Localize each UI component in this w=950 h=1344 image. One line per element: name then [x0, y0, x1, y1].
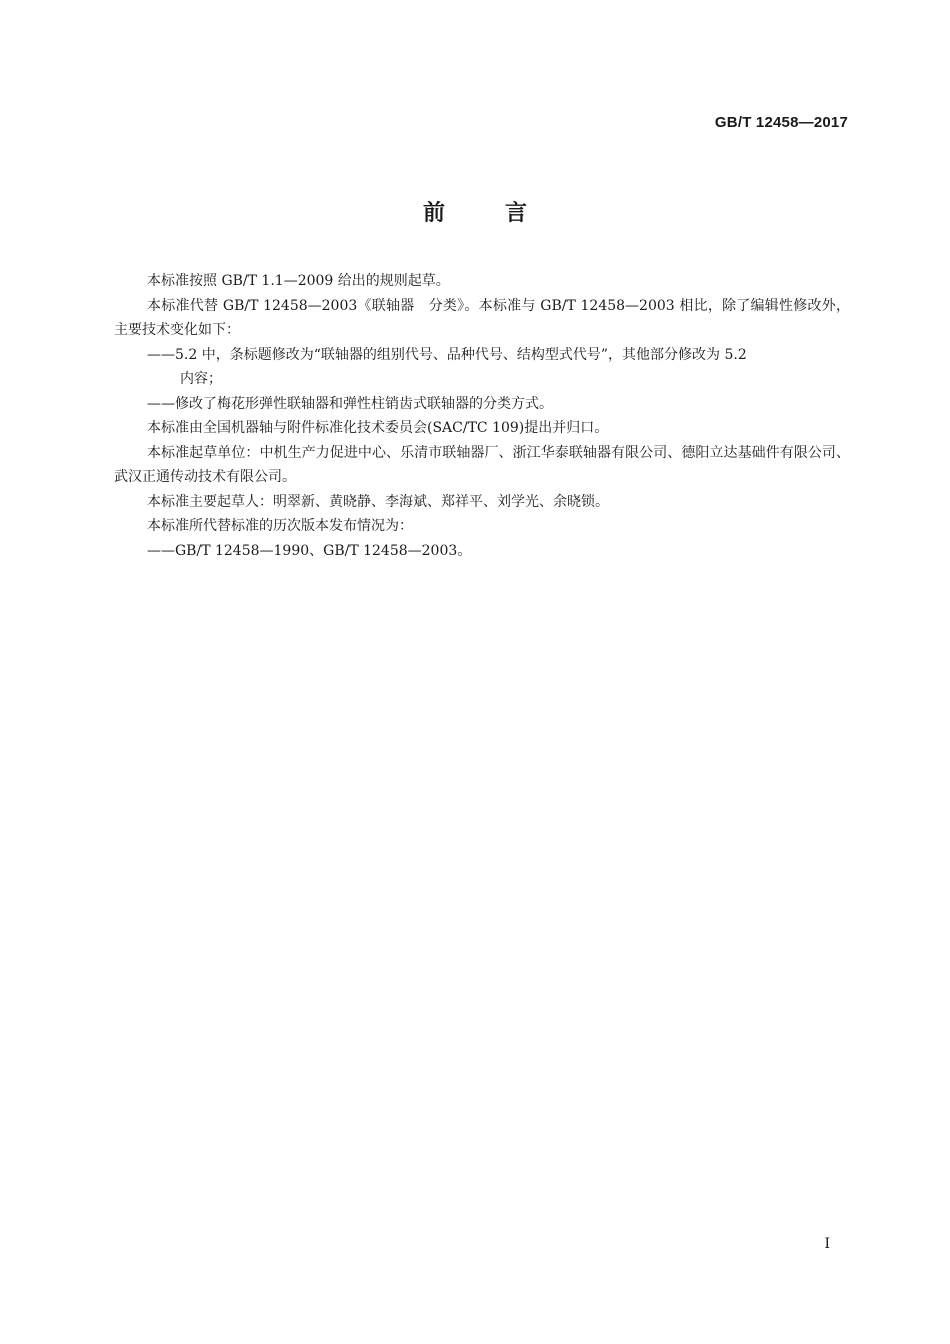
paragraph-committee: 本标准由全国机器轴与附件标准化技术委员会(SAC/TC 109)提出并归口。: [147, 420, 609, 436]
change-item-text: ——5.2 中，条标题修改为“联轴器的组别代号、品种代号、结构型式代号”，其他部分修改为 5.2: [147, 346, 747, 363]
paragraph-drafters: 本标准主要起草人：明翠新、黄晓静、李海斌、郑祥平、刘学光、余晓锁。: [147, 493, 609, 510]
page-title: 前言: [422, 201, 587, 226]
history-item: ——GB/T 12458—1990、GB/T 12458—2003。: [147, 542, 472, 559]
change-item: [114, 392, 850, 417]
foreword-body: [114, 269, 850, 563]
page-number: I: [824, 1236, 830, 1252]
paragraph-replacement: 本标准代替 GB/T 12458—2003《联轴器 分类》。本标准与 GB/T 12458—2003 相比，除了编辑性修改外，主要技术变化如下：: [114, 297, 850, 338]
standard-code: GB/T 12458—2017: [714, 114, 848, 131]
paragraph-drafting-rules: 本标准按照 GB/T 1.1—2009 给出的规则起草。: [147, 273, 450, 289]
change-item: [114, 343, 850, 392]
paragraph-drafting-units: 本标准起草单位：中机生产力促进中心、乐清市联轴器厂、浙江华泰联轴器有限公司、德阳立达基础件有限公司、武汉正通传动技术有限公司。: [114, 444, 850, 485]
change-item-text: ——修改了梅花形弹性联轴器和弹性柱销齿式联轴器的分类方式。: [147, 395, 553, 412]
change-item-continuation: 内容；: [180, 371, 222, 387]
paragraph-history-intro: 本标准所代替标准的历次版本发布情况为：: [147, 518, 413, 534]
